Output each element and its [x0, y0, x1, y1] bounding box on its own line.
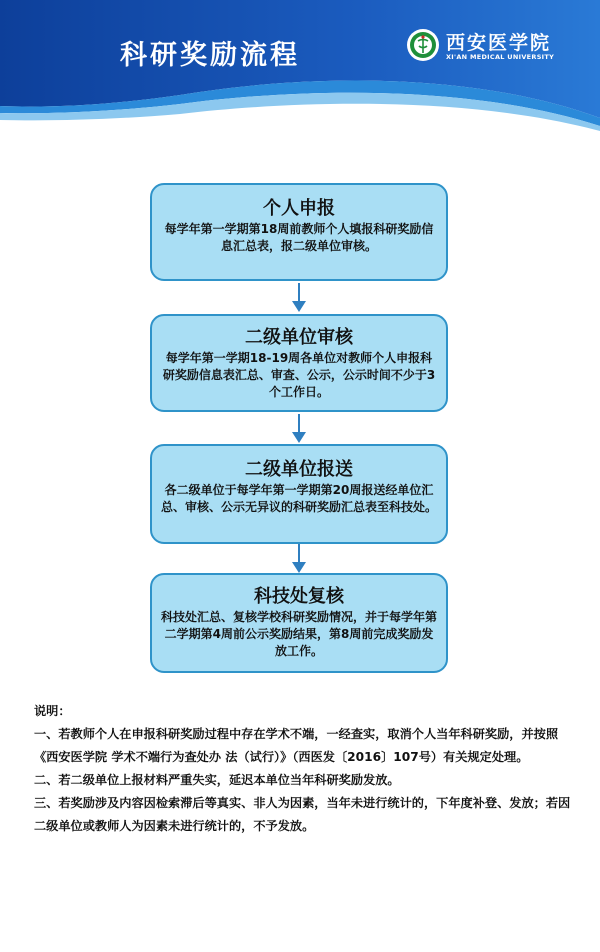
step-description: 各二级单位于每学年第一学期第20周报送经单位汇总、审核、公示无异议的科研奖励汇总表至科技处。	[160, 483, 437, 514]
note-item: 三、若奖励涉及内容因检索滞后等真实、非人为因素，当年未进行统计的，下年度补登、发放；若因二级单位或教师人为因素未进行统计的，不予发放。	[34, 796, 571, 833]
note-item: 一、若教师个人在申报科研奖励过程中存在学术不端，一经查实，取消个人当年科研奖励，并按照《西安医学院 学术不端行为查处办 法（试行）》（西医发〔2016〕107号）有关规定处理。	[34, 727, 559, 764]
header-banner	[0, 0, 600, 140]
step-unit-submission	[150, 444, 448, 544]
university-name: 西安医学院	[446, 32, 552, 54]
step-description: 每学年第一学期第18周前教师个人填报科研奖励信息汇总表，报二级单位审核。	[164, 222, 434, 253]
step-title: 科技处复核	[254, 586, 344, 607]
university-name-en: XI'AN MEDICAL UNIVERSITY	[446, 53, 555, 61]
university-logo	[406, 28, 586, 68]
step-unit-review	[150, 314, 448, 412]
arrow-down-icon	[290, 414, 308, 444]
step-description: 科技处汇总、复核学校科研奖励情况，并于每学年第二学期第4周前公示奖励结果，第8周前完成奖励发放工作。	[160, 610, 437, 658]
header-wave-background	[0, 0, 600, 140]
step-individual-application	[150, 183, 448, 281]
arrow-down-icon	[290, 283, 308, 313]
step-research-office-recheck	[150, 573, 448, 673]
university-emblem-icon	[406, 28, 440, 62]
step-description: 每学年第一学期18-19周各单位对教师个人申报科研奖励信息表汇总、审查、公示，公示时间不少于3个工作日。	[162, 351, 436, 399]
step-title: 二级单位审核	[245, 327, 353, 348]
note-item: 二、若二级单位上报材料严重失实，延迟本单位当年科研奖励发放。	[34, 773, 400, 787]
arrow-down-icon	[290, 544, 308, 574]
notes-heading: 说明：	[34, 704, 71, 718]
notes-section	[34, 700, 582, 838]
page-title: 科研奖励流程	[120, 40, 300, 71]
step-title: 个人申报	[263, 198, 335, 219]
step-title: 二级单位报送	[245, 459, 353, 480]
